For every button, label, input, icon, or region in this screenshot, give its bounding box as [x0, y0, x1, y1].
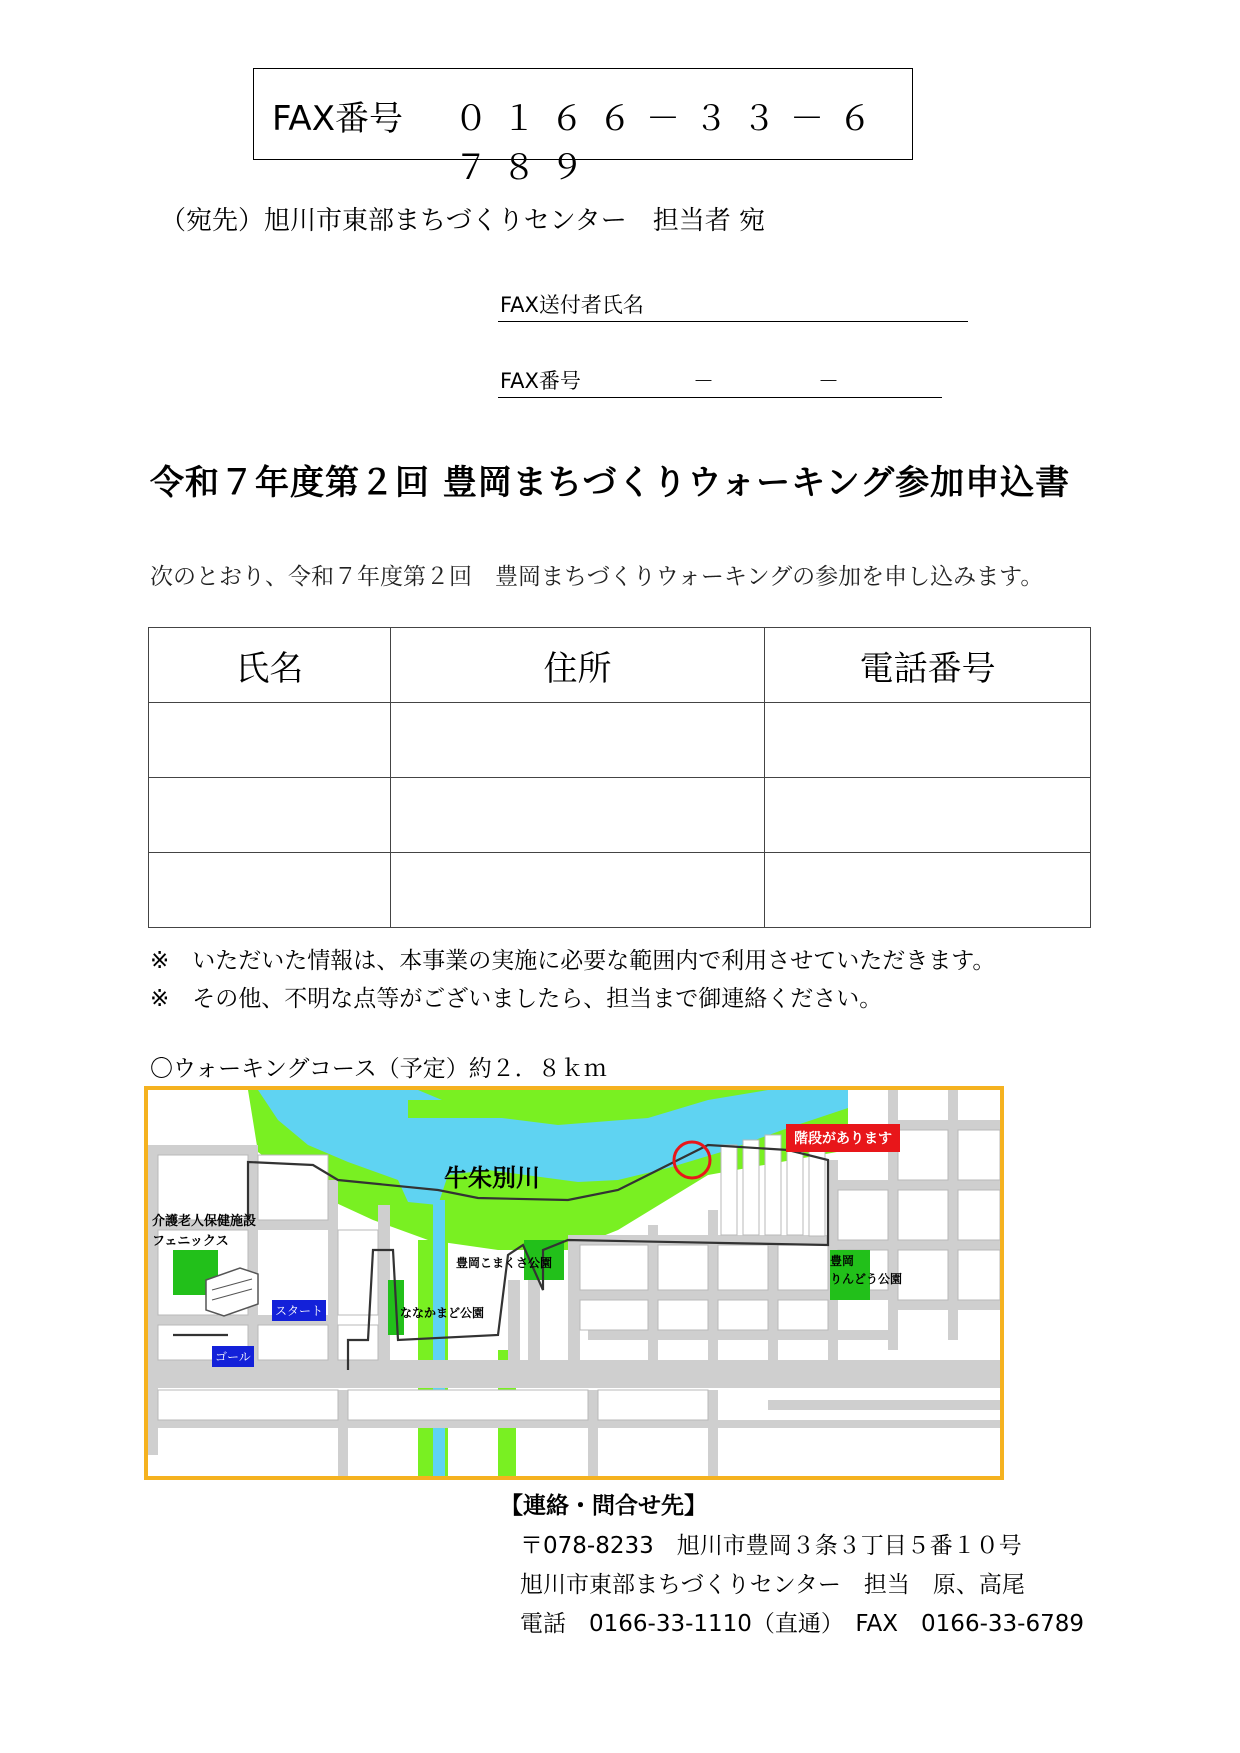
- header-phone: 電話番号: [765, 628, 1091, 703]
- fax-box-label: FAX番号: [272, 99, 403, 139]
- application-table: [148, 627, 1091, 928]
- addressee: （宛先）旭川市東部まちづくりセンター 担当者 宛: [160, 206, 765, 236]
- cell-phone[interactable]: [765, 853, 1091, 928]
- header-name: 氏名: [149, 628, 391, 703]
- note-contact: ※ その他、不明な点等がございましたら、担当まで御連絡ください。: [150, 986, 883, 1012]
- intro-text: 次のとおり、令和７年度第２回 豊岡まちづくりウォーキングの参加を申し込みます。: [150, 564, 1044, 590]
- cell-address[interactable]: [390, 778, 765, 853]
- contact-office: 旭川市東部まちづくりセンター 担当 原、高尾: [520, 1572, 1025, 1598]
- cell-phone[interactable]: [765, 703, 1091, 778]
- cell-address[interactable]: [390, 853, 765, 928]
- cell-name[interactable]: [149, 778, 391, 853]
- park-nanakamado-label: ななかまど公園: [400, 1306, 485, 1320]
- table-row: [149, 853, 1091, 928]
- cell-phone[interactable]: [765, 778, 1091, 853]
- river-label: 牛朱別川: [444, 1164, 540, 1192]
- sender-name-field[interactable]: [498, 292, 968, 322]
- fax-separator-1: －: [693, 369, 714, 393]
- fax-box-number: ０１６６－３３－６７８９: [454, 99, 886, 188]
- sender-fax-label: FAX番号: [500, 369, 581, 393]
- contact-phone: 電話 0166-33-1110（直通） FAX 0166-33-6789: [520, 1611, 1084, 1637]
- goal-label: ゴール: [212, 1346, 254, 1367]
- contact-heading: 【連絡・問合せ先】: [500, 1493, 707, 1519]
- facility-label-1: 介護老人保健施設: [152, 1214, 257, 1229]
- cell-name[interactable]: [149, 703, 391, 778]
- page-title: 令和７年度第２回 豊岡まちづくりウォーキング参加申込書: [150, 463, 1071, 503]
- facility-label-2: フェニックス: [152, 1234, 229, 1249]
- park-rindo-label-1: 豊岡: [830, 1254, 855, 1268]
- walking-course-map: [144, 1086, 1004, 1480]
- cell-name[interactable]: [149, 853, 391, 928]
- header-address: 住所: [390, 628, 765, 703]
- sender-fax-field[interactable]: [498, 368, 942, 398]
- contact-address: 〒078-8233 旭川市豊岡３条３丁目５番１０号: [520, 1533, 1022, 1559]
- sender-name-label: FAX送付者氏名: [500, 293, 644, 317]
- river-island: [408, 1100, 548, 1118]
- note-privacy: ※ いただいた情報は、本事業の実施に必要な範囲内で利用させていただきます。: [150, 948, 996, 974]
- fax-separator-2: －: [818, 369, 839, 393]
- table-row: [149, 703, 1091, 778]
- start-label: スタート: [272, 1300, 326, 1321]
- park-rindo-label-2: りんどう公園: [830, 1272, 903, 1286]
- fax-number-box: [253, 68, 913, 188]
- park-komakusa-label: 豊岡こまくさ公園: [456, 1256, 553, 1270]
- course-label: 〇ウォーキングコース（予定）約２．８ｋｍ: [150, 1056, 607, 1082]
- cell-address[interactable]: [390, 703, 765, 778]
- table-row: [149, 778, 1091, 853]
- stairs-label: 階段があります: [786, 1124, 900, 1152]
- table-header-row: [149, 628, 1091, 703]
